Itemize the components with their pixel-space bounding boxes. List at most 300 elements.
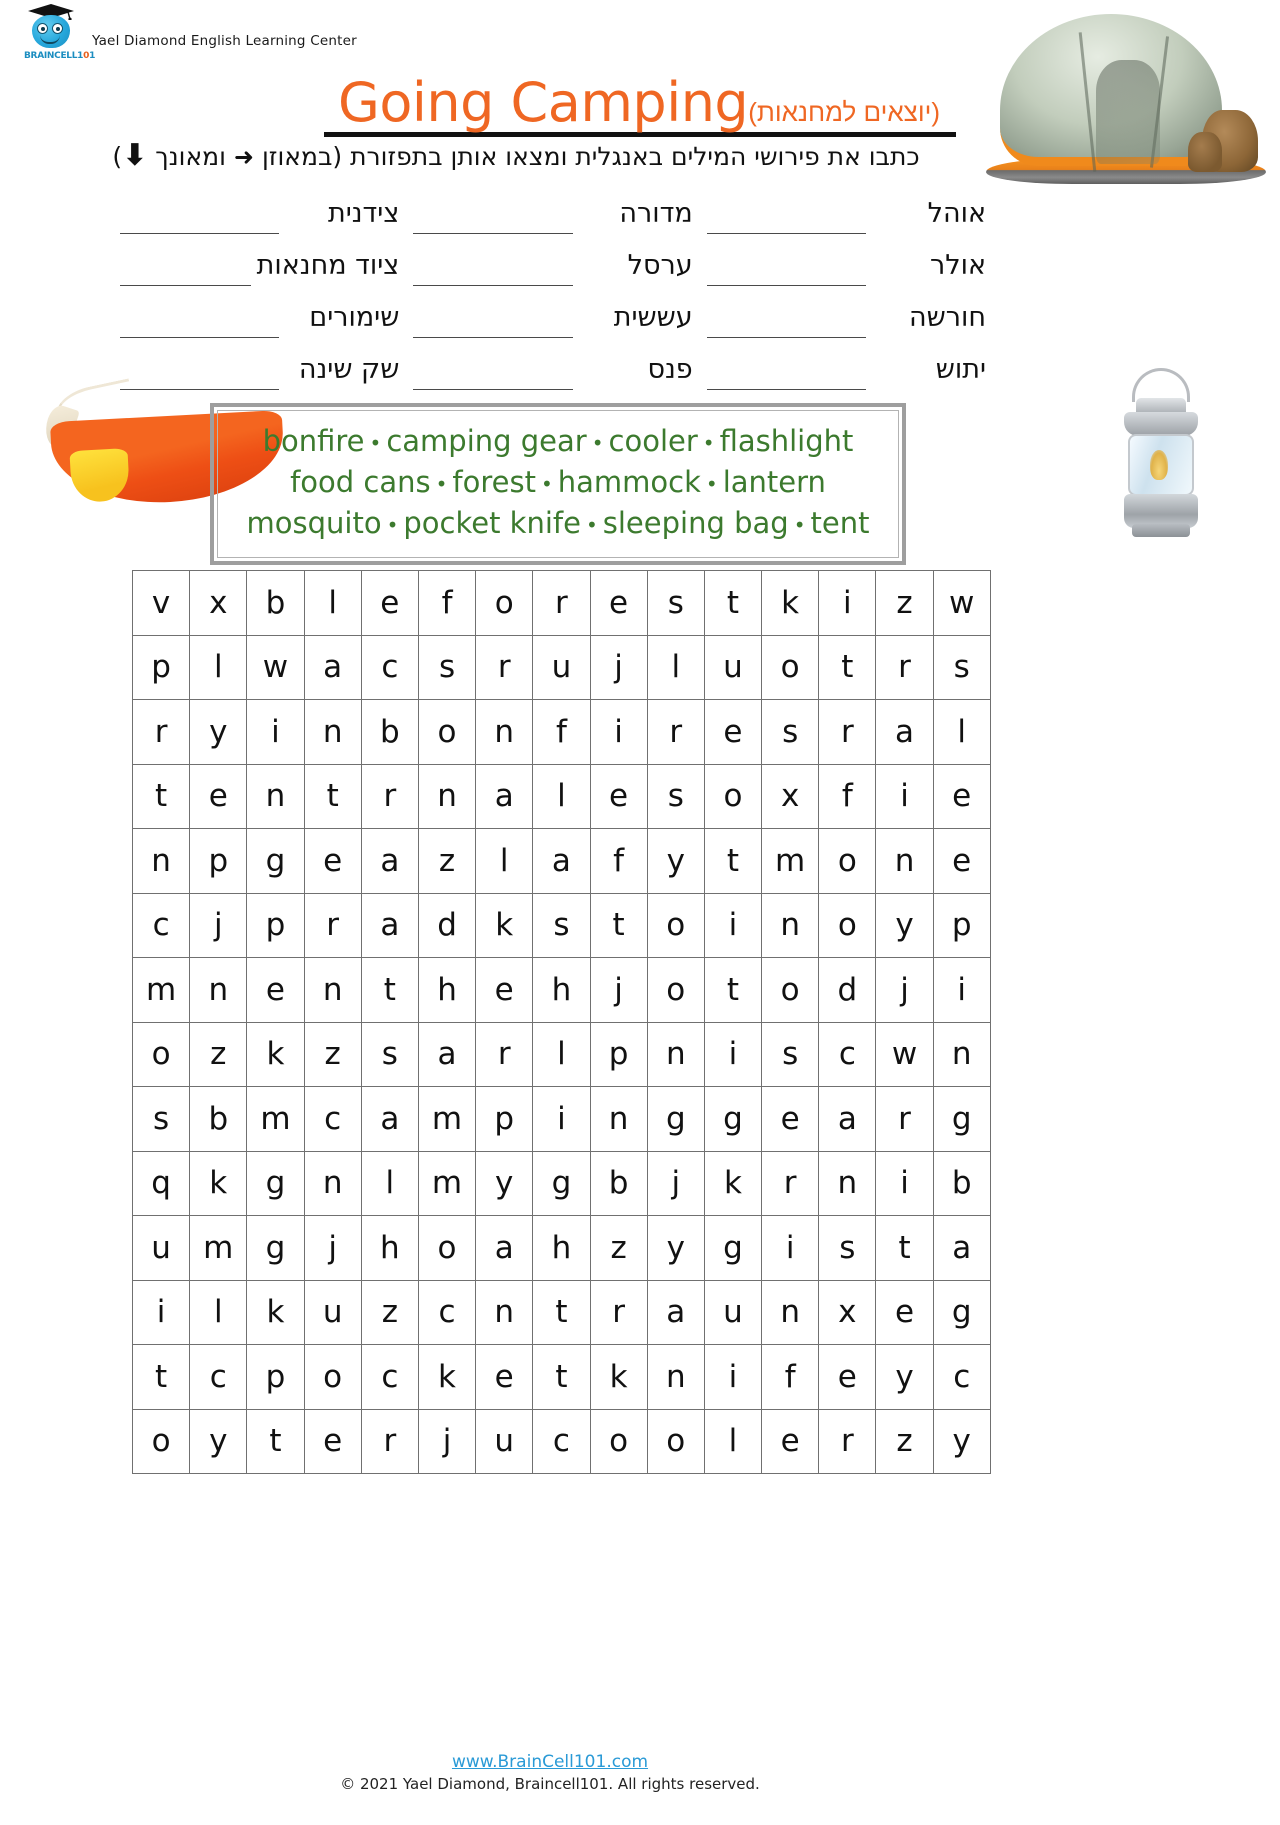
word-search-cell[interactable]: v (133, 571, 190, 636)
word-search-cell[interactable]: p (190, 829, 247, 894)
word-search-cell[interactable]: l (647, 635, 704, 700)
word-search-cell[interactable]: s (762, 1022, 819, 1087)
mascot-eye-right (52, 23, 63, 34)
word-search-cell[interactable]: a (361, 893, 418, 958)
answer-blank[interactable] (120, 252, 251, 286)
word-search-cell[interactable]: i (704, 893, 761, 958)
word-bank-word[interactable]: flashlight (719, 424, 854, 458)
word-search-cell[interactable]: c (190, 1345, 247, 1410)
word-search-cell[interactable]: e (304, 829, 361, 894)
word-search-cell[interactable]: p (933, 893, 990, 958)
hebrew-word-cell (697, 356, 990, 400)
word-search-cell[interactable]: j (304, 1216, 361, 1281)
word-search-cell[interactable]: s (933, 635, 990, 700)
word-search-cell[interactable]: n (418, 764, 475, 829)
word-search-cell[interactable]: o (133, 1409, 190, 1474)
word-search-cell[interactable]: d (418, 893, 475, 958)
word-search-cell[interactable]: o (647, 893, 704, 958)
word-search-cell[interactable]: m (418, 1151, 475, 1216)
word-search-cell[interactable]: i (704, 1022, 761, 1087)
word-bank-line (232, 503, 884, 544)
word-search-cell[interactable]: t (304, 764, 361, 829)
hebrew-word-label: פנס (647, 354, 693, 385)
word-search-cell[interactable]: s (647, 764, 704, 829)
bullet-icon: • (540, 471, 553, 496)
word-search-cell[interactable]: t (704, 958, 761, 1023)
word-search-cell[interactable]: n (647, 1345, 704, 1410)
word-search-cell[interactable]: f (590, 829, 647, 894)
word-search-cell[interactable]: n (876, 829, 933, 894)
bullet-icon: • (702, 430, 715, 455)
word-search-cell[interactable]: i (590, 700, 647, 765)
hebrew-word-cell (110, 200, 403, 244)
answer-blank[interactable] (120, 304, 279, 338)
hebrew-word-cell (403, 304, 696, 348)
hebrew-word-label: מדורה (619, 198, 693, 229)
word-search-cell[interactable]: a (933, 1216, 990, 1281)
hebrew-word-label: חורשה (908, 302, 986, 333)
word-search-cell[interactable]: s (133, 1087, 190, 1152)
word-search-cell[interactable]: i (876, 1151, 933, 1216)
word-search-cell[interactable]: l (933, 700, 990, 765)
word-search-cell[interactable]: k (247, 1280, 304, 1345)
answer-blank[interactable] (413, 356, 572, 390)
word-search-row (133, 893, 991, 958)
wordmark-accent: 0 (83, 51, 90, 61)
word-search-cell[interactable]: o (133, 1022, 190, 1087)
bullet-icon: • (369, 430, 382, 455)
word-search-cell[interactable]: o (704, 764, 761, 829)
word-search-cell[interactable]: d (819, 958, 876, 1023)
word-search-cell[interactable]: e (361, 571, 418, 636)
bullet-icon: • (585, 513, 598, 538)
word-search-cell[interactable]: u (476, 1409, 533, 1474)
word-search-cell[interactable]: f (762, 1345, 819, 1410)
answer-blank[interactable] (707, 200, 866, 234)
arrow-right-icon: ➜ (233, 143, 255, 171)
bullet-icon: • (435, 471, 448, 496)
word-search-cell[interactable]: n (476, 700, 533, 765)
word-search-cell[interactable]: e (762, 1409, 819, 1474)
word-search-cell[interactable]: k (590, 1345, 647, 1410)
word-search-cell[interactable]: g (247, 829, 304, 894)
instructions-part3: ) (112, 142, 123, 171)
word-search-cell[interactable]: m (133, 958, 190, 1023)
word-search-cell[interactable]: e (476, 1345, 533, 1410)
word-search-cell[interactable]: l (533, 764, 590, 829)
lantern-handle (1132, 368, 1190, 402)
word-search-cell[interactable]: o (762, 635, 819, 700)
word-search-cell[interactable]: r (304, 893, 361, 958)
word-search-cell[interactable]: r (133, 700, 190, 765)
word-search-cell[interactable]: r (647, 700, 704, 765)
word-search-cell[interactable]: k (247, 1022, 304, 1087)
word-search-cell[interactable]: e (933, 764, 990, 829)
word-search-cell[interactable]: t (876, 1216, 933, 1281)
word-search-cell[interactable]: c (418, 1280, 475, 1345)
word-bank-word[interactable]: lantern (722, 465, 826, 500)
word-search-cell[interactable]: l (190, 1280, 247, 1345)
word-search-cell[interactable]: e (819, 1345, 876, 1410)
word-search-cell[interactable]: o (418, 1216, 475, 1281)
hebrew-word-label: שק שינה (298, 354, 400, 385)
word-search-cell[interactable]: y (647, 1216, 704, 1281)
word-search-cell[interactable]: m (190, 1216, 247, 1281)
hebrew-word-cell (403, 356, 696, 400)
word-search-cell[interactable]: a (361, 1087, 418, 1152)
page-title (0, 71, 1280, 137)
word-search-cell[interactable]: k (704, 1151, 761, 1216)
word-search-cell[interactable]: k (762, 571, 819, 636)
word-search-cell[interactable]: g (933, 1280, 990, 1345)
hebrew-word-label: אולר (930, 250, 986, 281)
word-search-cell[interactable]: p (133, 635, 190, 700)
word-search-cell[interactable]: n (304, 958, 361, 1023)
word-search-cell[interactable]: s (418, 635, 475, 700)
brand-header (22, 4, 357, 62)
word-search-cell[interactable]: a (876, 700, 933, 765)
hebrew-word-cell (403, 252, 696, 296)
word-search-cell[interactable]: w (876, 1022, 933, 1087)
word-search-cell[interactable]: a (647, 1280, 704, 1345)
word-search-cell[interactable]: y (933, 1409, 990, 1474)
word-search-cell[interactable]: a (304, 635, 361, 700)
word-search-cell[interactable]: q (133, 1151, 190, 1216)
word-search-cell[interactable]: z (190, 1022, 247, 1087)
word-search-cell[interactable]: e (704, 700, 761, 765)
title-main-text: Going Camping (337, 71, 749, 134)
word-search-cell[interactable]: t (704, 829, 761, 894)
word-search-cell[interactable]: r (819, 700, 876, 765)
word-search-cell[interactable]: g (247, 1216, 304, 1281)
lantern-top-cone (1124, 412, 1198, 436)
word-search-cell[interactable]: b (361, 700, 418, 765)
word-bank-word[interactable]: camping gear (386, 424, 587, 458)
instructions-part2: ומאונך (155, 142, 226, 171)
word-search-cell[interactable]: n (762, 893, 819, 958)
word-search-cell[interactable]: s (762, 700, 819, 765)
word-search-cell[interactable]: y (647, 829, 704, 894)
word-search-cell[interactable]: p (590, 1022, 647, 1087)
word-search-cell[interactable]: o (647, 1409, 704, 1474)
hebrew-word-cell (697, 304, 990, 348)
word-search-cell[interactable]: l (304, 571, 361, 636)
word-bank-inner (217, 410, 899, 558)
word-search-cell[interactable]: j (418, 1409, 475, 1474)
word-search-cell[interactable]: u (533, 635, 590, 700)
word-search-cell[interactable]: a (533, 829, 590, 894)
word-search-cell[interactable]: o (762, 958, 819, 1023)
word-search-cell[interactable]: e (762, 1087, 819, 1152)
word-search-cell[interactable]: r (819, 1409, 876, 1474)
word-search-cell[interactable]: m (762, 829, 819, 894)
hebrew-word-cell (110, 304, 403, 348)
word-search-row (133, 1280, 991, 1345)
hebrew-word-label: אוהל (927, 198, 986, 229)
word-search-cell[interactable]: o (476, 571, 533, 636)
word-search-cell[interactable]: j (590, 635, 647, 700)
word-search-row (133, 829, 991, 894)
word-search-cell[interactable]: g (704, 1216, 761, 1281)
word-search-cell[interactable]: i (762, 1216, 819, 1281)
word-search-cell[interactable]: y (876, 893, 933, 958)
word-search-cell[interactable]: r (533, 571, 590, 636)
word-search-cell[interactable]: f (418, 571, 475, 636)
word-search-cell[interactable]: b (590, 1151, 647, 1216)
word-search-cell[interactable]: n (762, 1280, 819, 1345)
word-search-cell[interactable]: r (361, 1409, 418, 1474)
word-search-cell[interactable]: t (704, 571, 761, 636)
word-search-cell[interactable]: h (418, 958, 475, 1023)
brand-wordmark (24, 51, 95, 61)
word-search-cell[interactable]: g (247, 1151, 304, 1216)
answer-blank[interactable] (707, 356, 866, 390)
word-search-cell[interactable]: z (418, 829, 475, 894)
word-search-cell[interactable]: u (704, 1280, 761, 1345)
word-search-cell[interactable]: a (476, 1216, 533, 1281)
word-search-cell[interactable]: n (819, 1151, 876, 1216)
word-bank-word[interactable]: mosquito (246, 506, 382, 541)
word-search-cell[interactable]: t (361, 958, 418, 1023)
word-search-cell[interactable]: l (476, 829, 533, 894)
word-search-cell[interactable]: t (819, 635, 876, 700)
word-search-cell[interactable]: i (133, 1280, 190, 1345)
word-search-cell[interactable]: t (590, 893, 647, 958)
word-search-cell[interactable]: e (590, 764, 647, 829)
word-search-cell[interactable]: e (304, 1409, 361, 1474)
word-search-cell[interactable]: t (133, 764, 190, 829)
answer-blank[interactable] (120, 200, 279, 234)
word-bank-word[interactable]: sleeping bag (602, 506, 789, 541)
word-search-cell[interactable]: e (476, 958, 533, 1023)
word-search-cell[interactable]: m (418, 1087, 475, 1152)
word-search-cell[interactable]: n (476, 1280, 533, 1345)
word-search-cell[interactable]: z (304, 1022, 361, 1087)
word-search-cell[interactable]: p (247, 1345, 304, 1410)
word-search-cell[interactable]: c (304, 1087, 361, 1152)
word-search-cell[interactable]: u (304, 1280, 361, 1345)
word-search-cell[interactable]: l (361, 1151, 418, 1216)
brand-name: Yael Diamond English Learning Center (92, 33, 357, 49)
word-bank-word[interactable]: food cans (290, 465, 431, 500)
word-search-cell[interactable]: o (304, 1345, 361, 1410)
instructions-part1: כתבו את פירושי המילים באנגלית ומצאו אותן בתפזורת (במאוזן (261, 142, 920, 171)
table-row (110, 252, 990, 296)
answer-blank[interactable] (413, 304, 572, 338)
word-search-row (133, 1151, 991, 1216)
word-search-cell[interactable]: j (647, 1151, 704, 1216)
hebrew-word-label: ערסל (627, 250, 693, 281)
word-search-cell[interactable]: l (704, 1409, 761, 1474)
word-bank-word[interactable]: tent (810, 506, 870, 541)
word-search-cell[interactable]: f (533, 700, 590, 765)
word-search-cell[interactable]: p (476, 1087, 533, 1152)
word-search-cell[interactable]: a (361, 829, 418, 894)
hebrew-word-label: ציוד מחנאות (256, 250, 400, 281)
word-search-cell[interactable]: e (190, 764, 247, 829)
word-search-cell[interactable]: l (533, 1022, 590, 1087)
word-search-cell[interactable]: u (704, 635, 761, 700)
word-search-cell[interactable]: c (361, 635, 418, 700)
word-search-cell[interactable]: w (247, 635, 304, 700)
word-search-cell[interactable]: z (876, 571, 933, 636)
word-search-cell[interactable]: c (819, 1022, 876, 1087)
word-search-cell[interactable]: m (247, 1087, 304, 1152)
word-search-cell[interactable]: b (933, 1151, 990, 1216)
word-search-cell[interactable]: t (247, 1409, 304, 1474)
word-search-cell[interactable]: i (819, 571, 876, 636)
word-search-cell[interactable]: s (819, 1216, 876, 1281)
word-search-cell[interactable]: j (190, 893, 247, 958)
hebrew-word-cell (403, 200, 696, 244)
word-search-cell[interactable]: l (190, 635, 247, 700)
word-search-cell[interactable]: n (304, 700, 361, 765)
word-search-cell[interactable]: i (876, 764, 933, 829)
title-underline-group (324, 71, 956, 137)
lantern-foot (1132, 524, 1190, 537)
camping-lantern-photo (1102, 368, 1222, 548)
word-search-cell[interactable]: e (590, 571, 647, 636)
word-search-cell[interactable]: g (647, 1087, 704, 1152)
word-search-cell[interactable]: y (476, 1151, 533, 1216)
hebrew-word-label: צידנית (327, 198, 400, 229)
word-search-cell[interactable]: y (876, 1345, 933, 1410)
word-search-cell[interactable]: r (876, 635, 933, 700)
word-search-cell[interactable]: t (533, 1280, 590, 1345)
bullet-icon: • (793, 513, 806, 538)
word-search-cell[interactable]: k (476, 893, 533, 958)
word-search-cell[interactable]: c (361, 1345, 418, 1410)
word-search-cell[interactable]: s (361, 1022, 418, 1087)
answer-blank[interactable] (707, 304, 866, 338)
word-search-cell[interactable]: n (190, 958, 247, 1023)
word-search-cell[interactable]: j (876, 958, 933, 1023)
word-search-cell[interactable]: z (876, 1409, 933, 1474)
word-search-cell[interactable]: k (190, 1151, 247, 1216)
answer-blank[interactable] (413, 252, 572, 286)
word-search-cell[interactable]: i (533, 1087, 590, 1152)
word-bank-word[interactable]: pocket knife (403, 506, 581, 541)
footer-website-link[interactable]: www.BrainCell101.com (451, 1752, 649, 1772)
word-bank-word[interactable]: hammock (557, 465, 701, 500)
hebrew-word-cell (697, 200, 990, 244)
word-search-cell[interactable]: c (533, 1409, 590, 1474)
word-search-row (133, 764, 991, 829)
word-search-cell[interactable]: n (647, 1022, 704, 1087)
word-search-cell[interactable]: o (647, 958, 704, 1023)
footer (0, 1752, 1100, 1793)
hebrew-word-cell (110, 252, 403, 296)
word-search-cell[interactable]: y (190, 700, 247, 765)
word-search-cell[interactable]: f (819, 764, 876, 829)
word-search-cell[interactable]: t (133, 1345, 190, 1410)
answer-blank[interactable] (707, 252, 866, 286)
arrow-down-icon: ⬇ (122, 138, 148, 173)
word-search-cell[interactable]: j (590, 958, 647, 1023)
word-search-cell[interactable]: o (819, 829, 876, 894)
word-search-cell[interactable]: p (247, 893, 304, 958)
word-search-cell[interactable]: e (247, 958, 304, 1023)
hebrew-words-answer-table (110, 200, 990, 408)
word-search-cell[interactable]: r (476, 1022, 533, 1087)
word-search-cell[interactable]: y (190, 1409, 247, 1474)
table-row (110, 200, 990, 244)
word-search-cell[interactable]: r (876, 1087, 933, 1152)
word-search-cell[interactable]: a (418, 1022, 475, 1087)
word-search-cell[interactable]: s (533, 893, 590, 958)
word-search-row (133, 1345, 991, 1410)
word-search-row (133, 1409, 991, 1474)
word-search-cell[interactable]: e (876, 1280, 933, 1345)
word-search-cell[interactable]: e (933, 829, 990, 894)
bullet-icon: • (386, 513, 399, 538)
word-search-grid[interactable] (132, 570, 991, 1474)
word-search-cell[interactable]: x (819, 1280, 876, 1345)
word-bank-word[interactable]: forest (452, 465, 536, 500)
word-search-cell[interactable]: c (133, 893, 190, 958)
word-search-row (133, 1216, 991, 1281)
word-search-cell[interactable]: r (762, 1151, 819, 1216)
word-search-row (133, 958, 991, 1023)
word-search-cell[interactable]: o (418, 700, 475, 765)
word-search-cell[interactable]: g (533, 1151, 590, 1216)
word-search-cell[interactable]: k (418, 1345, 475, 1410)
word-search-cell[interactable]: g (933, 1087, 990, 1152)
word-search-cell[interactable]: b (247, 571, 304, 636)
lantern-flame (1150, 450, 1168, 480)
word-search-cell[interactable]: g (704, 1087, 761, 1152)
word-search-cell[interactable]: n (133, 829, 190, 894)
word-search-cell[interactable]: h (361, 1216, 418, 1281)
word-search-cell[interactable]: x (190, 571, 247, 636)
word-search-cell[interactable]: b (190, 1087, 247, 1152)
word-bank-word[interactable]: bonfire (262, 424, 365, 458)
word-search-cell[interactable]: a (819, 1087, 876, 1152)
word-search-cell[interactable]: n (933, 1022, 990, 1087)
word-search-cell[interactable]: w (933, 571, 990, 636)
word-search-cell[interactable]: n (304, 1151, 361, 1216)
answer-blank[interactable] (413, 200, 572, 234)
word-search-cell[interactable]: t (533, 1345, 590, 1410)
word-search-cell[interactable]: o (819, 893, 876, 958)
word-search-cell[interactable]: z (361, 1280, 418, 1345)
word-search-cell[interactable]: h (533, 958, 590, 1023)
word-search-cell[interactable]: o (590, 1409, 647, 1474)
word-bank-word[interactable]: cooler (608, 424, 698, 458)
word-search-cell[interactable]: n (247, 764, 304, 829)
word-search-cell[interactable]: x (762, 764, 819, 829)
footer-copyright: © 2021 Yael Diamond, Braincell101. All rights reserved. (340, 1775, 760, 1793)
word-search-cell[interactable]: r (361, 764, 418, 829)
word-search-cell[interactable]: r (590, 1280, 647, 1345)
word-search-cell[interactable]: i (247, 700, 304, 765)
word-search-cell[interactable]: r (476, 635, 533, 700)
word-search-cell[interactable]: u (133, 1216, 190, 1281)
word-search-row (133, 1087, 991, 1152)
word-search-row (133, 1022, 991, 1087)
word-search-cell[interactable]: a (476, 764, 533, 829)
hebrew-word-cell (697, 252, 990, 296)
word-search-cell[interactable]: n (590, 1087, 647, 1152)
mascot-eye-left (37, 23, 48, 34)
word-search-cell[interactable]: z (590, 1216, 647, 1281)
word-search-cell[interactable]: c (933, 1345, 990, 1410)
word-search-cell[interactable]: i (704, 1345, 761, 1410)
word-search-cell[interactable]: h (533, 1216, 590, 1281)
word-search-row (133, 635, 991, 700)
word-search-cell[interactable]: s (647, 571, 704, 636)
word-search-cell[interactable]: i (933, 958, 990, 1023)
